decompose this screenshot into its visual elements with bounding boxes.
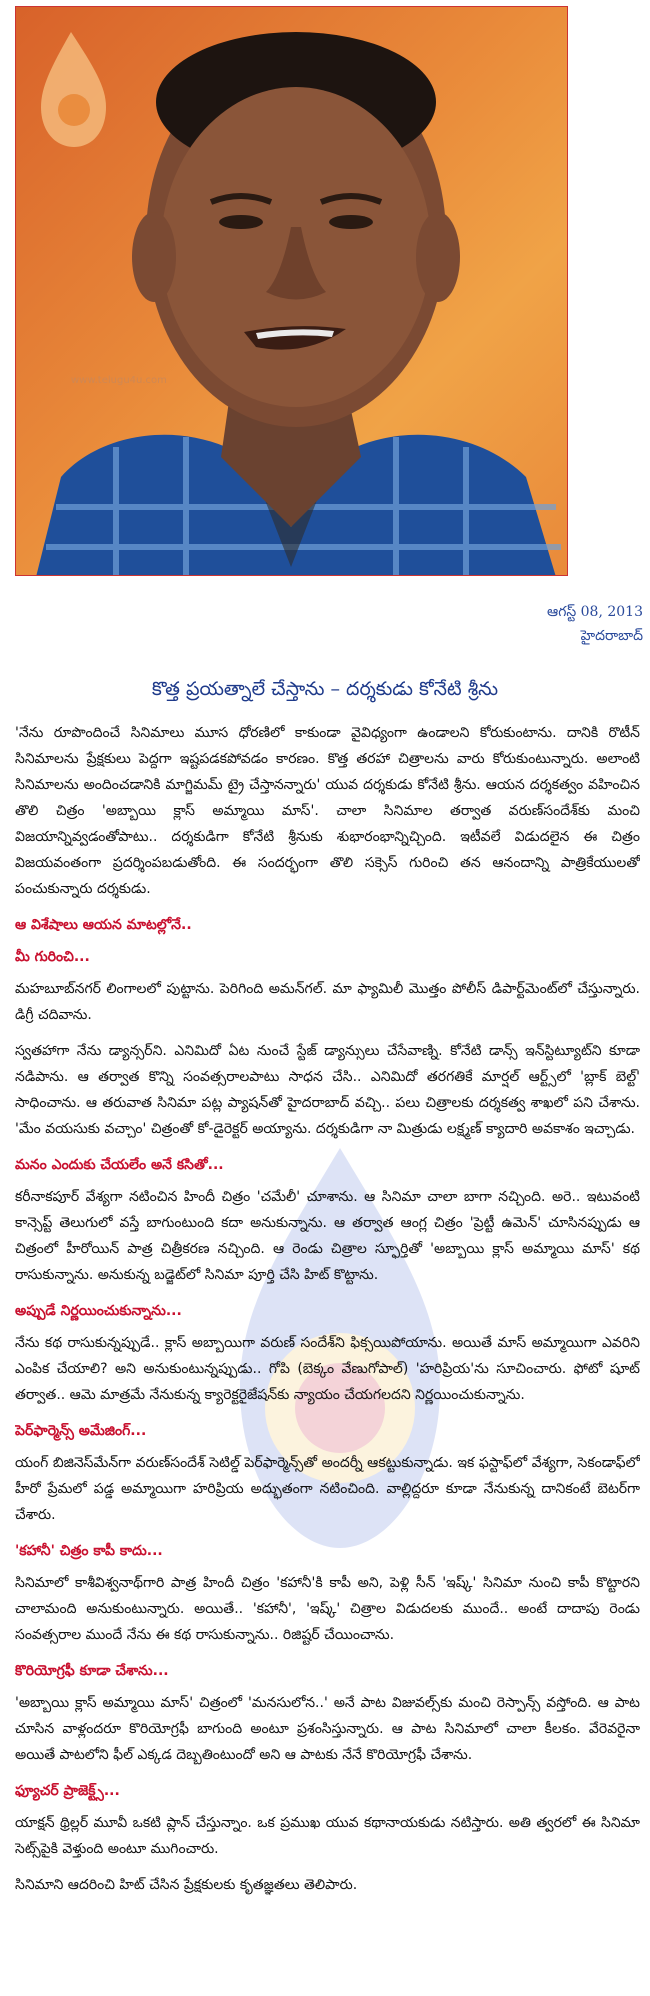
paragraph: యంగ్ బిజినెస్‌మేన్‌గా వరుణ్‌సందేశ్ సెటిల్డ్ పెర్‌ఫార్మెన్స్‌తో అందర్నీ ఆకట్టుకున్నాడు. ఇక ఫస్టాఫ్‌లో వేశ్యగా, సెకండాఫ్‌లో హీరో ప్రేమలో పడ్డ అమ్మాయిగా హరిప్రియ అద్భుతంగా నటించింది. వాల్లిద్దరూ కూడా నేనుకున్న దానికంటే బెటర్‌గా చేశారు.	[15, 1455, 640, 1523]
paragraph: స్వతహాగా నేను డ్యాన్సర్‌ని. ఎనిమిదో ఏట నుంచే స్టేజ్ డ్యాన్సులు చేసేవాణ్ని. కోనేటి డాన్స్ ఇన్‌స్టిట్యూట్‌ని కూడా నడిపాను. ఆ తర్వాత కొన్ని సంవత్సరాలపాటు సాధన చేసి.. ఎనిమిదో తరగతికే మార్షల్ ఆర్ట్స్‌లో 'బ్లాక్ బెల్ట్' సాధించాను. ఆ తరువాత సినిమా పట్ల ప్యాషన్‌తో హైదరాబాద్ వచ్చి.. పలు చిత్రాలకు దర్శకత్వ శాఖలో పని చేశాను. 'మేం వయసుకు వచ్చాం' చిత్రంతో కో-డైరెక్టర్ అయ్యాను. దర్శకుడిగా నా మిత్రుడు లక్ష్మణ్ క్యాదారి అవకాశం ఇచ్చాడు.	[15, 1043, 640, 1137]
channel-logo-icon	[41, 32, 106, 147]
section-heading: 'కహానీ' చిత్రం కాపీ కాదు...	[15, 1543, 163, 1559]
article-body	[15, 720, 640, 1990]
section-heading: పెర్‌ఫార్మెన్స్ అమేజింగ్...	[15, 1423, 147, 1439]
article-blocks	[15, 720, 640, 1898]
paragraph: యాక్షన్ థ్రిల్లర్ మూవీ ఒకటి ప్లాన్ చేస్తున్నాం. ఒక ప్రముఖ యువ కథానాయకుడు నటిస్తారు. అతి త్వరలో ఈ సినిమా సెట్స్‌పైకి వెళ్తుంది అంటూ ముగించారు.	[15, 1815, 640, 1857]
article-title: కొత్త ప్రయత్నాలే చేస్తాను – దర్శకుడు కోనేటి శ్రీను	[151, 678, 499, 700]
paragraph: సినిమాని ఆదరించి హిట్ చేసిన ప్రేక్షకులకు కృతజ్ఞతలు తెలిపారు.	[15, 1877, 358, 1893]
paragraph: నేను కథ రాసుకున్నప్పుడే.. క్లాస్ అబ్బాయిగా వరుణ్ సందేశ్‌ని ఫిక్సయిపోయాను. అయితే మాస్ అమ్మాయిగా ఎవరిని ఎంపిక చేయాలి? అని అనుకుంటున్నప్పుడు.. గోపి (బెక్కం వేణుగోపాల్) 'హరిప్రియ'ను సూచించారు. ఫోటో షూట్ తర్వాత.. ఆమె మాత్రమే నేనుకున్న క్యారెక్టరైజేషన్‌కు న్యాయం చేయగలదని నిర్ణయించుకున్నాను.	[15, 1335, 640, 1403]
publish-date: ఆగస్ట్ 08, 2013	[547, 604, 643, 620]
paragraph: మహబూబ్‌నగర్ లింగాలలో పుట్టాను. పెరిగింది అమన్‌గల్. మా ఫ్యామిలీ మొత్తం పోలీస్ డిపార్ట్‌మెంట్‌లో చేస్తున్నారు. డిగ్రీ చదివాను.	[15, 981, 640, 1023]
paragraph: సినిమాలో కాశీవిశ్వనాథ్‌గారి పాత్ర హిందీ చిత్రం 'కహానీ'కి కాపీ అని, పెళ్లి సీన్ 'ఇష్క్' సినిమా నుంచి కాపీ కొట్టారని చాలామంది అనుకుంటున్నారు. అయితే.. 'కహానీ', 'ఇష్క్' చిత్రాల విడుదలకు ముందే.. అంటే దాదాపు రెండు సంవత్సరాల ముందే నేను ఈ కథ రాసుకున్నాను.. రిజిష్టర్ చేయించాను.	[15, 1575, 640, 1643]
article-photo	[15, 6, 568, 576]
photo-watermark: www.telugu4u.com	[71, 375, 167, 386]
section-heading: మనం ఎందుకు చేయలేం అనే కసితో...	[15, 1157, 224, 1173]
dateline	[547, 600, 643, 648]
paragraph: 'అబ్బాయి క్లాస్ అమ్మాయి మాస్' చిత్రంలో 'మనసులోన..' అనే పాట విజువల్స్‌కు మంచి రెస్పాన్స్ వస్తోంది. ఆ పాట చూసిన వాళ్లందరూ కొరియోగ్రఫీ బాగుంది అంటూ ప్రశంసిస్తున్నారు. ఆ పాట సినిమాలో చాలా కీలకం. వేరెవరైనా అయితే పాటలోని ఫీల్ ఎక్కడ దెబ్బతింటుందో అని ఆ పాటకు నేనే కొరియోగ్రఫీ చేశాను.	[15, 1695, 640, 1763]
publish-place: హైదరాబాద్	[580, 628, 643, 644]
section-heading: మీ గురించి...	[15, 949, 90, 965]
person-portrait	[16, 7, 568, 576]
paragraph: కరీనాకపూర్ వేశ్యగా నటించిన హిందీ చిత్రం 'చమేలీ' చూశాను. ఆ సినిమా చాలా బాగా నచ్చింది. అరె.. ఇటువంటి కాన్సెప్ట్ తెలుగులో వస్తే బాగుంటుంది కదా అనుకున్నాను. ఆ తర్వాత ఆంగ్ల చిత్రం 'ప్రెట్టీ ఉమెన్' చూసినప్పుడు ఆ చిత్రంలో హీరోయిన్ పాత్ర చిత్రీకరణ నచ్చింది. ఆ రెండు చిత్రాల స్ఫూర్తితో 'అబ్బాయి క్లాస్ అమ్మాయి మాస్' కథ రాసుకున్నాను. అనుకున్న బడ్జెట్‌లో సినిమా పూర్తి చేసి హిట్ కొట్టాను.	[15, 1189, 640, 1283]
section-heading: అప్పుడే నిర్ణయించుకున్నాను...	[15, 1303, 182, 1319]
section-heading: కొరియోగ్రఫీ కూడా చేశాను...	[15, 1663, 169, 1679]
paragraph: 'నేను రూపొందించే సినిమాలు మూస ధోరణిలో కాకుండా వైవిధ్యంగా ఉండాలని కోరుకుంటాను. దానికి రొటీన్ సినిమాలను ప్రేక్షకులు పెద్దగా ఇష్టపడకపోవడం కారణం. కొత్త తరహా చిత్రాలను వారు కోరుకుంటున్నారు. అలాంటి సినిమాలను అందించడానికి మాగ్జిమమ్ ట్రై చేస్తానన్నారు' యువ దర్శకుడు కోనేటి శ్రీను. ఆయన దర్శకత్వం వహించిన తొలి చిత్రం 'అబ్బాయి క్లాస్ అమ్మాయి మాస్'. చాలా సినిమాల తర్వాత వరుణ్‌సందేశ్‌కు మంచి విజయాన్నివ్వడంతోపాటు.. దర్శకుడిగా కోనేటి శ్రీనుకు శుభారంభాన్నిచ్చింది. ఇటీవలే విడుదలైన ఈ చిత్రం విజయవంతంగా ప్రదర్శింపబడుతోంది. ఈ సందర్భంగా తొలి సక్సెస్ గురించి తన ఆనందాన్ని పాత్రికేయులతో పంచుకున్నారు దర్శకుడు.	[15, 725, 640, 897]
section-heading: ఫ్యూచర్ ప్రాజెక్ట్స్...	[15, 1783, 120, 1799]
section-heading: ఆ విశేషాలు ఆయన మాటల్లోనే..	[15, 917, 192, 933]
